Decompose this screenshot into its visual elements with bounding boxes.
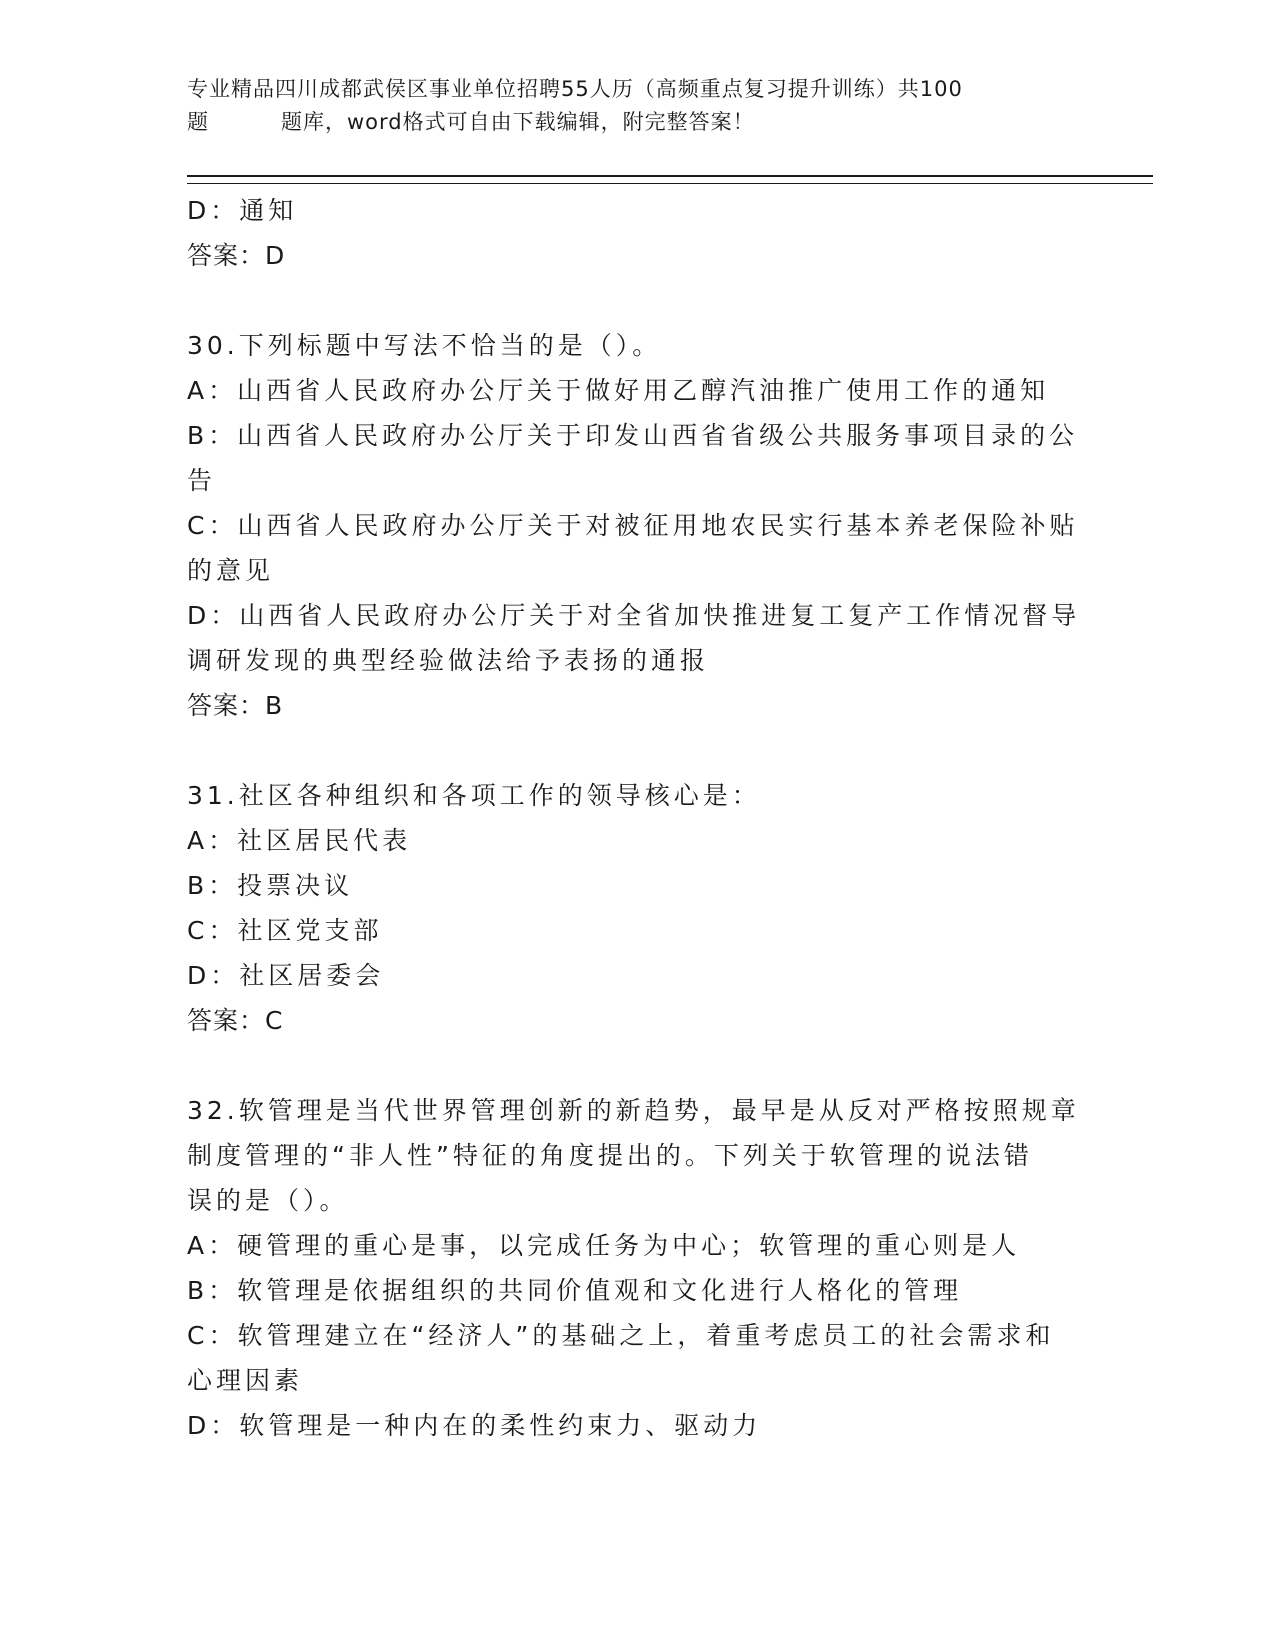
question-text-line: A：山西省人民政府办公厅关于做好用乙醇汽油推广使用工作的通知 (187, 376, 1050, 405)
answer-line: 答案：B (187, 691, 284, 720)
header-title-line-2-left: 题 (187, 110, 209, 134)
question-text-line: D：社区居委会 (187, 961, 385, 990)
question-text-line: C：社区党支部 (187, 916, 383, 945)
answer-line: 答案：D (187, 241, 286, 270)
question-text-line: B：投票决议 (187, 871, 354, 900)
question-content (187, 188, 1081, 1448)
header-title-line-2 (187, 106, 1067, 139)
header-title-line-2-right: 题库，word格式可自由下载编辑，附完整答案！ (281, 110, 755, 134)
question-text-line: 告 (187, 466, 217, 495)
question-text-line: 32.软管理是当代世界管理创新的新趋势，最早是从反对严格按照规章 (187, 1096, 1080, 1125)
header-divider (187, 175, 1153, 184)
question-text-line: D：通知 (187, 196, 298, 225)
question-text-line: B：山西省人民政府办公厅关于印发山西省省级公共服务事项目录的公 (187, 421, 1079, 450)
question-text-line: C：山西省人民政府办公厅关于对被征用地农民实行基本养老保险补贴 (187, 511, 1079, 540)
block-spacer (187, 728, 1057, 773)
question-text-line: 31.社区各种组织和各项工作的领导核心是： (187, 781, 761, 810)
question-text-line: D：软管理是一种内在的柔性约束力、驱动力 (187, 1411, 762, 1440)
question-text-line: 心理因素 (187, 1366, 304, 1395)
question-text-line: 的意见 (187, 556, 275, 585)
question-text-line: A：社区居民代表 (187, 826, 412, 855)
question-text-line: C：软管理建立在“经济人”的基础之上，着重考虑员工的社会需求和 (187, 1321, 1055, 1350)
page-header (187, 73, 1067, 139)
header-title-line-1: 专业精品四川成都武侯区事业单位招聘55人历（高频重点复习提升训练）共100 (187, 77, 963, 101)
question-text-line: D：山西省人民政府办公厅关于对全省加快推进复工复产工作情况督导 (187, 601, 1081, 630)
header-gap (209, 106, 281, 139)
question-text-line: B：软管理是依据组织的共同价值观和文化进行人格化的管理 (187, 1276, 963, 1305)
question-text-line: 调研发现的典型经验做法给予表扬的通报 (187, 646, 710, 675)
block-spacer (187, 1043, 1057, 1088)
answer-line: 答案：C (187, 1006, 284, 1035)
question-text-line: 30.下列标题中写法不恰当的是（）。 (187, 331, 662, 360)
question-text-line: 误的是（）。 (187, 1186, 349, 1215)
question-text-line: 制度管理的“非人性”特征的角度提出的。下列关于软管理的说法错 (187, 1141, 1033, 1170)
block-spacer (187, 278, 1057, 323)
question-text-line: A：硬管理的重心是事，以完成任务为中心；软管理的重心则是人 (187, 1231, 1021, 1260)
